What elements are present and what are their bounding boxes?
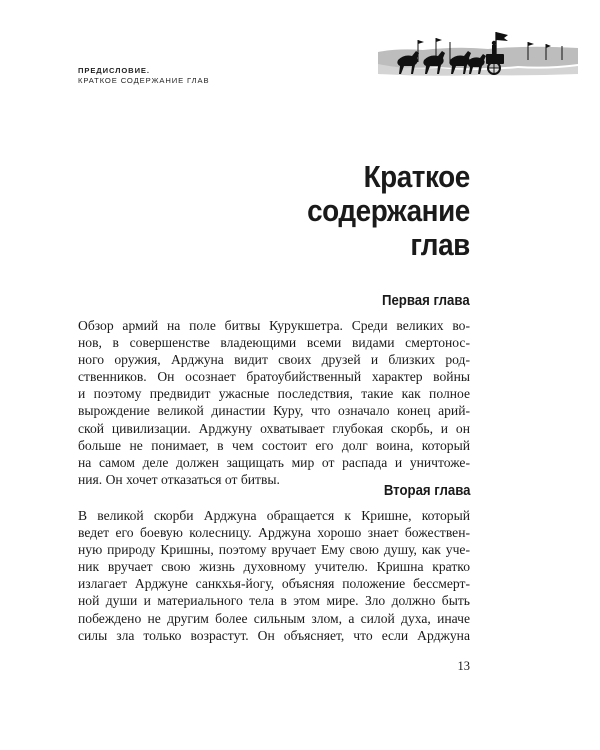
section-body-first-chapter [78, 317, 470, 488]
running-head [78, 66, 209, 86]
text-line: Обзор армий на поле битвы Курукшетра. Среди великих во- [78, 318, 470, 333]
chapter-title-line: глав [410, 227, 470, 262]
text-line: ния. Он хочет отказаться от битвы. [78, 471, 280, 487]
text-line: на самом деле должен защищать мир от распада и уничтоже- [78, 454, 470, 470]
text-line: ственников. Он осознает братоубийственный характер войны [78, 369, 470, 385]
text-line: нов, в совершенстве владеющими всеми видами смертонос- [78, 335, 470, 351]
text-line: излагает Арджуне санкхья-йогу, объясняя положение бессмерт- [78, 576, 470, 592]
section-heading-second-chapter: Вторая глава [383, 482, 470, 499]
text-line: побеждено не другим более сильным злом, а силой духа, иначе [78, 610, 470, 626]
text-line: ную природу Кришны, поэтому вручает Ему свою душу, как уче- [78, 542, 470, 558]
text-line: ской цивилизации. Арджуну охватывает глубокая скорбь, и он [78, 420, 470, 436]
text-line: ного оружия, Арджуна видит своих друзей и близких род- [78, 352, 470, 368]
text-line: ник вручает свою жизнь духовному учителю. Кришна кратко [78, 559, 470, 575]
text-line: ведет его боевую колесницу. Арджуна хорошо знает божествен- [78, 525, 470, 541]
text-line: В великой скорби Арджуна обращается к Кришне, который [78, 508, 470, 523]
chapter-title-line: Краткое [363, 159, 470, 194]
chapter-title [307, 160, 470, 262]
text-line: ной души и материального тела в этом мире. Зло должно быть [78, 593, 470, 609]
running-head-section: ПРЕДИСЛОВИЕ. [78, 66, 150, 75]
chariot-procession-illustration [378, 30, 578, 88]
text-line: вырождение великой династии Куру, что означало конец арий- [78, 403, 470, 419]
page-number: 13 [457, 659, 470, 673]
text-line: больше не понимает, в чем состоит его долг воина, который [78, 437, 470, 453]
chapter-title-line: содержание [307, 193, 470, 228]
section-body-second-chapter [78, 507, 470, 644]
section-heading-first-chapter: Первая глава [382, 292, 470, 309]
text-line: силы зла только возрастут. Он объясняет, что если Арджуна [78, 627, 470, 643]
running-head-chapter: КРАТКОЕ СОДЕРЖАНИЕ ГЛАВ [78, 76, 210, 85]
text-line: и поэтому предвидит ужасные последствия, такие как полное [78, 386, 470, 402]
